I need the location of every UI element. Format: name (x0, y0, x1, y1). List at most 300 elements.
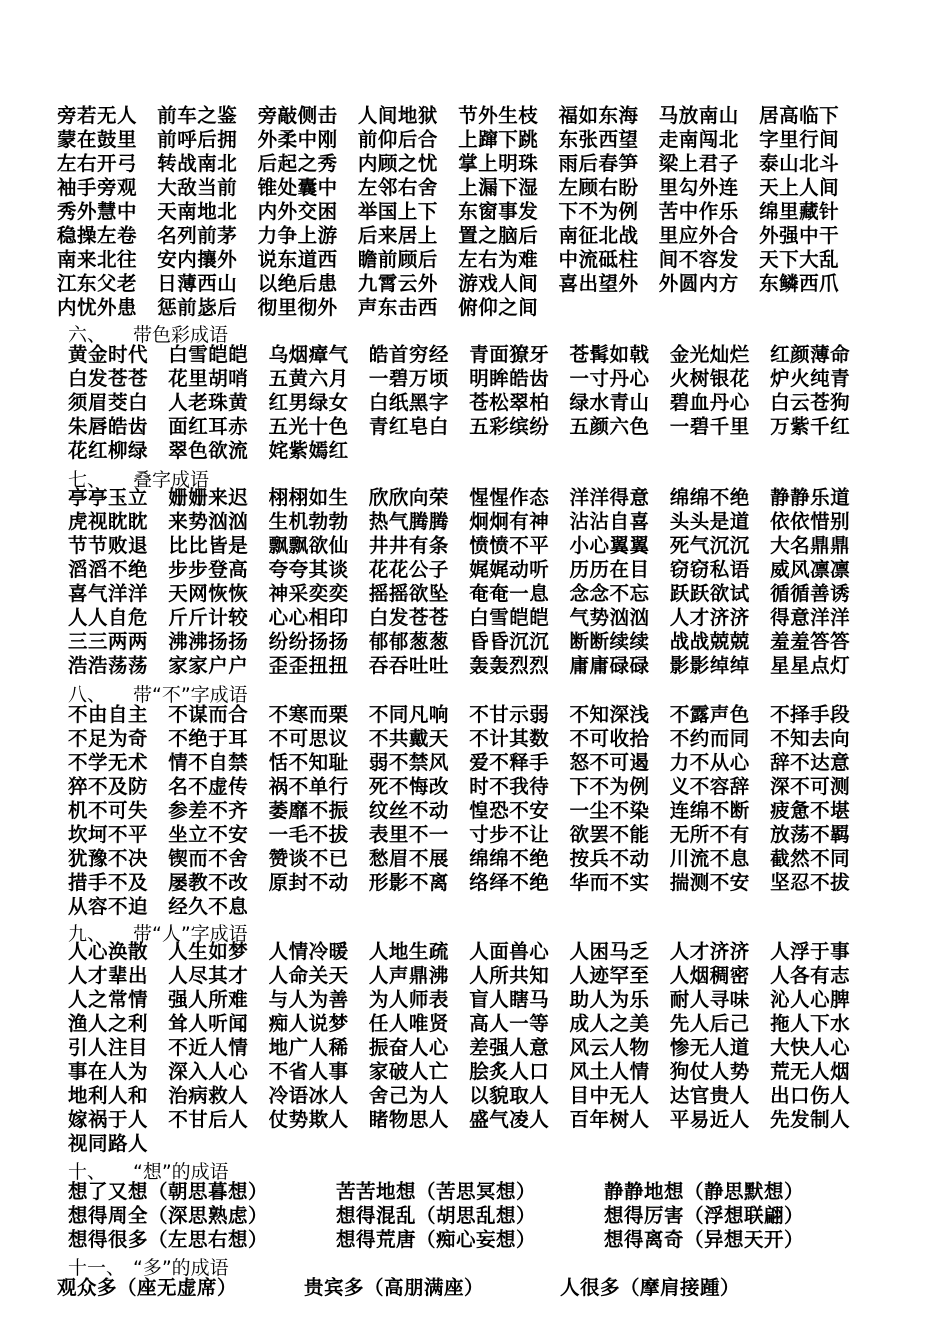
idiom-cell: 泰山北斗 (759, 152, 840, 175)
idiom-cell: 斤斤计较 (168, 606, 249, 629)
idiom-cell: 里应外合 (658, 224, 739, 247)
idiom-cell: 前仰后合 (357, 128, 438, 151)
idiom-cell: 头头是道 (669, 510, 750, 533)
idiom-cell: 纹丝不动 (368, 799, 449, 822)
idiom-cell: 不足为奇 (68, 727, 149, 750)
idiom-cell: 不绝于耳 (168, 727, 249, 750)
idiom-cell: 死不悔改 (368, 775, 449, 798)
idiom-cell: 星星点灯 (770, 654, 851, 677)
section-7-title: 叠字成语 (133, 469, 210, 491)
idiom-cell: 按兵不动 (569, 847, 650, 870)
idiom-cell: 白发苍苍 (368, 606, 449, 629)
idiom-cell: 青红皂白 (368, 415, 449, 438)
idiom-row (68, 1036, 870, 1060)
duo-item: 人很多（摩肩接踵） (560, 1276, 741, 1299)
xiang-row (68, 1204, 872, 1228)
idiom-cell: 小心翼翼 (569, 534, 650, 557)
idiom-cell: 福如东海 (558, 104, 639, 127)
idiom-cell: 轰轰烈烈 (469, 654, 550, 677)
idiom-cell: 人心涣散 (68, 940, 149, 963)
idiom-cell: 秀外慧中 (57, 200, 138, 223)
idiom-cell: 夸夸其谈 (268, 558, 349, 581)
idiom-cell: 不谋而合 (168, 703, 249, 726)
idiom-cell: 间不容发 (658, 248, 739, 271)
section-11-title: “多”的成语 (133, 1257, 229, 1279)
idiom-cell: 坎坷不平 (68, 823, 149, 846)
idiom-cell: 沾沾自喜 (569, 510, 650, 533)
idiom-cell: 安内攘外 (157, 248, 238, 271)
idiom-row (68, 751, 870, 775)
idiom-cell: 白发苍苍 (68, 367, 149, 390)
idiom-row (68, 606, 870, 630)
idiom-row (68, 534, 870, 558)
idiom-row (68, 510, 870, 534)
idiom-cell: 日薄西山 (157, 272, 238, 295)
idiom-cell: 不甘后人 (168, 1108, 249, 1131)
idiom-cell: 三三两两 (68, 630, 149, 653)
idiom-cell: 静静地想（静思默想） (604, 1180, 805, 1203)
idiom-cell: 放荡不羁 (770, 823, 851, 846)
idiom-cell: 心心相印 (268, 606, 349, 629)
idiom-cell: 人才辈出 (68, 964, 149, 987)
idiom-cell: 惶恐不安 (469, 799, 550, 822)
idiom-cell: 花花公子 (368, 558, 449, 581)
idiom-cell: 九霄云外 (357, 272, 438, 295)
idiom-cell: 置之脑后 (458, 224, 539, 247)
idiom-cell: 一碧千里 (669, 415, 750, 438)
duo-item: 贵宾多（高朋满座） (304, 1276, 485, 1299)
xiang-idiom-list (68, 1180, 872, 1252)
idiom-cell: 雨后春笋 (558, 152, 639, 175)
idiom-cell: 瞻前顾后 (357, 248, 438, 271)
idiom-cell: 想得周全（深思熟虑） (68, 1204, 269, 1227)
idiom-cell: 人间地狱 (357, 104, 438, 127)
idiom-cell: 皓首穷经 (368, 343, 449, 366)
idiom-cell: 不计其数 (469, 727, 550, 750)
idiom-cell: 字里行间 (759, 128, 840, 151)
section-10-title: “想”的成语 (133, 1161, 229, 1183)
idiom-cell: 深入人心 (168, 1060, 249, 1083)
idiom-cell: 想了又想（朝思暮想） (68, 1180, 269, 1203)
idiom-cell: 乌烟瘴气 (268, 343, 349, 366)
idiom-cell: 截然不同 (770, 847, 851, 870)
idiom-cell: 萎靡不振 (268, 799, 349, 822)
idiom-cell: 左邻右舍 (357, 176, 438, 199)
idiom-cell: 绵里藏针 (759, 200, 840, 223)
idiom-row (68, 367, 870, 391)
idiom-cell: 原封不动 (268, 871, 349, 894)
idiom-cell: 面红耳赤 (168, 415, 249, 438)
section-9-number: 九、 (68, 923, 107, 945)
idiom-cell: 人之常情 (68, 988, 149, 1011)
idiom-cell: 人才济济 (669, 940, 750, 963)
idiom-cell: 犹豫不决 (68, 847, 149, 870)
idiom-cell: 不寒而栗 (268, 703, 349, 726)
idiom-cell: 姗姗来迟 (168, 486, 249, 509)
idiom-cell: 纷纷扬扬 (268, 630, 349, 653)
idiom-cell: 渔人之利 (68, 1012, 149, 1035)
idiom-cell: 得意洋洋 (770, 606, 851, 629)
idiom-cell: 先人后己 (669, 1012, 750, 1035)
idiom-grid-section-8 (68, 703, 870, 919)
idiom-cell: 万紫千红 (770, 415, 851, 438)
idiom-cell: 耸人听闻 (168, 1012, 249, 1035)
idiom-cell: 花红柳绿 (68, 439, 149, 462)
idiom-row (68, 775, 870, 799)
idiom-cell: 中流砥柱 (558, 248, 639, 271)
idiom-cell: 想得混乱（胡思乱想） (336, 1204, 537, 1227)
idiom-cell: 马放南山 (658, 104, 739, 127)
idiom-cell: 郁郁葱葱 (368, 630, 449, 653)
idiom-cell: 出口伤人 (770, 1084, 851, 1107)
idiom-cell: 成人之美 (569, 1012, 650, 1035)
idiom-cell: 人人自危 (68, 606, 149, 629)
idiom-cell: 左右开弓 (57, 152, 138, 175)
idiom-cell: 想得荒唐（痴心妄想） (336, 1228, 537, 1251)
idiom-row (68, 823, 870, 847)
idiom-cell: 外强中干 (759, 224, 840, 247)
idiom-cell: 耐人寻味 (669, 988, 750, 1011)
idiom-cell: 平易近人 (669, 1108, 750, 1131)
idiom-cell: 经久不息 (168, 895, 249, 918)
idiom-cell: 喜气洋洋 (68, 582, 149, 605)
idiom-cell: 东窗事发 (458, 200, 539, 223)
idiom-cell: 依依惜别 (770, 510, 851, 533)
idiom-cell: 措手不及 (68, 871, 149, 894)
idiom-cell: 走南闯北 (658, 128, 739, 151)
idiom-cell: 生机勃勃 (268, 510, 349, 533)
duo-row (57, 1276, 800, 1300)
idiom-row (57, 248, 859, 272)
idiom-cell: 窃窃私语 (669, 558, 750, 581)
idiom-cell: 大名鼎鼎 (770, 534, 851, 557)
idiom-cell: 事在人为 (68, 1060, 149, 1083)
idiom-cell: 不知去向 (770, 727, 851, 750)
idiom-cell: 节外生枝 (458, 104, 539, 127)
idiom-cell: 气势汹汹 (569, 606, 650, 629)
idiom-cell: 庸庸碌碌 (569, 654, 650, 677)
idiom-grid-section-7 (68, 486, 870, 678)
idiom-cell: 苦苦地想（苦思冥想） (336, 1180, 537, 1203)
idiom-row (68, 1084, 870, 1108)
idiom-cell: 跃跃欲试 (669, 582, 750, 605)
idiom-cell: 时不我待 (469, 775, 550, 798)
idiom-cell: 白云苍狗 (770, 391, 851, 414)
idiom-row (68, 582, 870, 606)
idiom-cell: 断断续续 (569, 630, 650, 653)
idiom-cell: 五彩缤纷 (469, 415, 550, 438)
idiom-cell: 参差不齐 (168, 799, 249, 822)
idiom-cell: 梁上君子 (658, 152, 739, 175)
idiom-cell: 白纸黑字 (368, 391, 449, 414)
idiom-cell: 不共戴天 (368, 727, 449, 750)
idiom-cell: 掌上明珠 (458, 152, 539, 175)
idiom-cell: 飘飘欲仙 (268, 534, 349, 557)
idiom-cell: 内外交困 (257, 200, 338, 223)
idiom-cell: 来势汹汹 (168, 510, 249, 533)
idiom-row (57, 104, 859, 128)
idiom-cell: 洋洋得意 (569, 486, 650, 509)
idiom-row (68, 654, 870, 678)
duo-idiom-list (57, 1276, 800, 1300)
idiom-cell: 想得厉害（浮想联翩） (604, 1204, 805, 1227)
idiom-cell: 不近人情 (168, 1036, 249, 1059)
section-6-number: 六、 (68, 324, 107, 346)
idiom-cell: 旁敲侧击 (257, 104, 338, 127)
section-8-title: 带“不”字成语 (133, 684, 248, 706)
idiom-cell: 栩栩如生 (268, 486, 349, 509)
idiom-cell: 想得离奇（异想天开） (604, 1228, 805, 1251)
idiom-cell: 不由自主 (68, 703, 149, 726)
idiom-row (57, 224, 859, 248)
idiom-cell: 差强人意 (469, 1036, 550, 1059)
idiom-cell: 欲罢不能 (569, 823, 650, 846)
idiom-row (68, 940, 870, 964)
idiom-cell: 居高临下 (759, 104, 840, 127)
idiom-cell: 朱唇皓齿 (68, 415, 149, 438)
idiom-row (57, 272, 859, 296)
section-11-number: 十一、 (68, 1257, 126, 1279)
idiom-cell: 人烟稠密 (669, 964, 750, 987)
idiom-cell: 从容不迫 (68, 895, 149, 918)
idiom-cell: 姹紫嫣红 (268, 439, 349, 462)
idiom-grid-section-9 (68, 940, 870, 1156)
idiom-cell: 愁眉不展 (368, 847, 449, 870)
idiom-cell: 俯仰之间 (458, 296, 539, 319)
idiom-cell: 左顾右盼 (558, 176, 639, 199)
idiom-row (68, 1132, 870, 1156)
idiom-cell: 花里胡哨 (168, 367, 249, 390)
idiom-cell: 嫁祸于人 (68, 1108, 149, 1131)
idiom-row (68, 415, 870, 439)
idiom-cell: 先发制人 (770, 1108, 851, 1131)
idiom-cell: 华而不实 (569, 871, 650, 894)
idiom-cell: 与人为善 (268, 988, 349, 1011)
idiom-cell: 沁人心脾 (770, 988, 851, 1011)
idiom-cell: 彻里彻外 (257, 296, 338, 319)
idiom-cell: 前车之鉴 (157, 104, 238, 127)
idiom-cell: 大敌当前 (157, 176, 238, 199)
idiom-row (68, 343, 870, 367)
idiom-row (57, 152, 859, 176)
idiom-cell: 明眸皓齿 (469, 367, 550, 390)
idiom-cell: 绵绵不绝 (669, 486, 750, 509)
idiom-cell: 人才济济 (669, 606, 750, 629)
idiom-cell: 比比皆是 (168, 534, 249, 557)
idiom-cell: 羞羞答答 (770, 630, 851, 653)
idiom-cell: 井井有条 (368, 534, 449, 557)
idiom-cell: 黄金时代 (68, 343, 149, 366)
idiom-cell: 屡教不改 (168, 871, 249, 894)
idiom-cell: 惨无人道 (669, 1036, 750, 1059)
idiom-cell: 下不为例 (558, 200, 639, 223)
idiom-cell: 不学无术 (68, 751, 149, 774)
idiom-cell: 不省人事 (268, 1060, 349, 1083)
idiom-cell: 坐立不安 (168, 823, 249, 846)
idiom-cell: 风云人物 (569, 1036, 650, 1059)
idiom-cell: 川流不息 (669, 847, 750, 870)
idiom-cell: 狗仗人势 (669, 1060, 750, 1083)
idiom-grid-top (57, 104, 859, 320)
idiom-cell: 人尽其才 (168, 964, 249, 987)
idiom-cell: 义不容辞 (669, 775, 750, 798)
idiom-cell: 稳操左卷 (57, 224, 138, 247)
idiom-cell: 上漏下湿 (458, 176, 539, 199)
idiom-cell: 不可收拾 (569, 727, 650, 750)
idiom-cell: 江东父老 (57, 272, 138, 295)
idiom-row (57, 128, 859, 152)
idiom-cell: 外柔中刚 (257, 128, 338, 151)
section-10-number: 十、 (68, 1161, 107, 1183)
idiom-cell: 绵绵不绝 (469, 847, 550, 870)
idiom-cell: 名不虚传 (168, 775, 249, 798)
idiom-cell: 形影不离 (368, 871, 449, 894)
idiom-cell: 力不从心 (669, 751, 750, 774)
idiom-cell: 蒙在鼓里 (57, 128, 138, 151)
idiom-cell: 睹物思人 (368, 1108, 449, 1131)
idiom-cell: 情不自禁 (168, 751, 249, 774)
idiom-cell: 歪歪扭扭 (268, 654, 349, 677)
idiom-cell: 风土人情 (569, 1060, 650, 1083)
idiom-cell: 盲人瞎马 (469, 988, 550, 1011)
idiom-cell: 人各有志 (770, 964, 851, 987)
idiom-cell: 下不为例 (569, 775, 650, 798)
idiom-cell: 苍松翠柏 (469, 391, 550, 414)
idiom-cell: 痴人说梦 (268, 1012, 349, 1035)
idiom-cell: 念念不忘 (569, 582, 650, 605)
idiom-cell: 炉火纯青 (770, 367, 851, 390)
idiom-cell: 赞谈不已 (268, 847, 349, 870)
idiom-cell: 不可思议 (268, 727, 349, 750)
idiom-cell: 声东击西 (357, 296, 438, 319)
idiom-cell: 为人师表 (368, 988, 449, 1011)
idiom-cell: 翠色欲流 (168, 439, 249, 462)
idiom-cell: 五光十色 (268, 415, 349, 438)
idiom-cell: 炯炯有神 (469, 510, 550, 533)
idiom-row (68, 1060, 870, 1084)
idiom-cell: 不知深浅 (569, 703, 650, 726)
idiom-cell: 寸步不让 (469, 823, 550, 846)
idiom-cell: 人情冷暖 (268, 940, 349, 963)
idiom-cell: 神采奕奕 (268, 582, 349, 605)
idiom-cell: 助人为乐 (569, 988, 650, 1011)
idiom-cell: 不约而同 (669, 727, 750, 750)
idiom-cell: 后起之秀 (257, 152, 338, 175)
idiom-cell: 冷语冰人 (268, 1084, 349, 1107)
idiom-cell: 达官贵人 (669, 1084, 750, 1107)
idiom-cell: 东鳞西爪 (759, 272, 840, 295)
idiom-cell: 猝不及防 (68, 775, 149, 798)
idiom-cell: 天网恢恢 (168, 582, 249, 605)
idiom-cell: 喜出望外 (558, 272, 639, 295)
idiom-row (68, 1012, 870, 1036)
idiom-cell: 人困马乏 (569, 940, 650, 963)
idiom-cell: 表里不一 (368, 823, 449, 846)
idiom-cell: 拖人下水 (770, 1012, 851, 1035)
idiom-row (68, 486, 870, 510)
idiom-row (68, 391, 870, 415)
idiom-cell: 强人所难 (168, 988, 249, 1011)
idiom-cell: 百年树人 (569, 1108, 650, 1131)
idiom-cell: 人老珠黄 (168, 391, 249, 414)
idiom-cell: 里勾外连 (658, 176, 739, 199)
idiom-cell: 须眉茭白 (68, 391, 149, 414)
idiom-cell: 转战南北 (157, 152, 238, 175)
idiom-cell: 五黄六月 (268, 367, 349, 390)
idiom-cell: 想得很多（左思右想） (68, 1228, 269, 1251)
idiom-cell: 人命关天 (268, 964, 349, 987)
idiom-cell: 上蹿下跳 (458, 128, 539, 151)
idiom-cell: 一毛不拔 (268, 823, 349, 846)
idiom-cell: 家家户户 (168, 654, 249, 677)
idiom-cell: 愤愤不平 (469, 534, 550, 557)
idiom-cell: 深不可测 (770, 775, 851, 798)
idiom-cell: 火树银花 (669, 367, 750, 390)
idiom-cell: 游戏人间 (458, 272, 539, 295)
idiom-cell: 后来居上 (357, 224, 438, 247)
idiom-cell: 恬不知耻 (268, 751, 349, 774)
idiom-cell: 天下大乱 (759, 248, 840, 271)
idiom-cell: 以绝后患 (257, 272, 338, 295)
idiom-cell: 目中无人 (569, 1084, 650, 1107)
idiom-cell: 盛气凌人 (469, 1108, 550, 1131)
idiom-cell: 静静乐道 (770, 486, 851, 509)
duo-item: 观众多（座无虚席） (57, 1276, 238, 1299)
section-9-title: 带“人”字成语 (133, 923, 248, 945)
idiom-cell: 浩浩荡荡 (68, 654, 149, 677)
idiom-cell: 绿水青山 (569, 391, 650, 414)
idiom-row (57, 176, 859, 200)
idiom-row (68, 439, 870, 463)
idiom-cell: 娓娓动听 (469, 558, 550, 581)
idiom-cell: 惺惺作态 (469, 486, 550, 509)
idiom-cell: 振奋人心 (368, 1036, 449, 1059)
idiom-cell: 舍己为人 (368, 1084, 449, 1107)
idiom-cell: 怒不可遏 (569, 751, 650, 774)
idiom-cell: 名列前茅 (157, 224, 238, 247)
idiom-cell: 威风凛凛 (770, 558, 851, 581)
idiom-cell: 旁若无人 (57, 104, 138, 127)
idiom-grid-section-6 (68, 343, 870, 463)
idiom-cell: 揣测不安 (669, 871, 750, 894)
idiom-cell: 吞吞吐吐 (368, 654, 449, 677)
idiom-cell: 昏昏沉沉 (469, 630, 550, 653)
idiom-cell: 锥处囊中 (257, 176, 338, 199)
idiom-cell: 一寸丹心 (569, 367, 650, 390)
idiom-row (68, 895, 870, 919)
idiom-cell: 力争上游 (257, 224, 338, 247)
idiom-cell: 高人一等 (469, 1012, 550, 1035)
idiom-cell: 亭亭玉立 (68, 486, 149, 509)
idiom-cell: 家破人亡 (368, 1060, 449, 1083)
idiom-cell: 南来北往 (57, 248, 138, 271)
idiom-cell: 沸沸扬扬 (168, 630, 249, 653)
idiom-cell: 碧血丹心 (669, 391, 750, 414)
idiom-cell: 荒无人烟 (770, 1060, 851, 1083)
idiom-row (68, 988, 870, 1012)
idiom-cell: 内忧外患 (57, 296, 138, 319)
section-6-title: 带色彩成语 (133, 324, 229, 346)
idiom-cell: 循循善诱 (770, 582, 851, 605)
idiom-cell: 人面兽心 (469, 940, 550, 963)
idiom-row (68, 703, 870, 727)
idiom-cell: 人浮于事 (770, 940, 851, 963)
idiom-cell: 白雪皑皑 (168, 343, 249, 366)
idiom-cell: 地利人和 (68, 1084, 149, 1107)
idiom-cell: 脍炙人口 (469, 1060, 550, 1083)
idiom-cell: 内顾之忧 (357, 152, 438, 175)
idiom-cell: 无所不有 (669, 823, 750, 846)
